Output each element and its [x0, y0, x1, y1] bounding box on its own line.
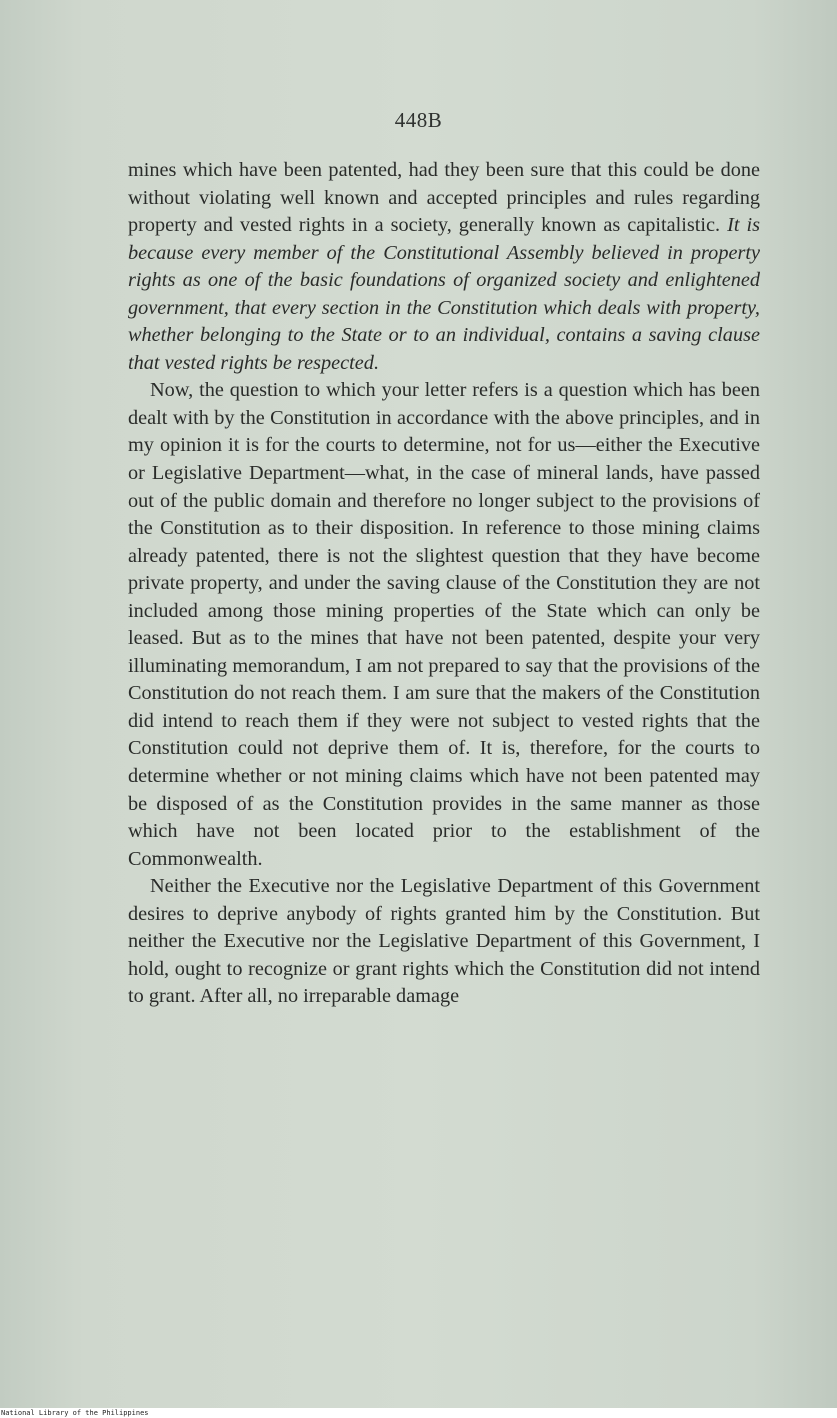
body-text	[128, 157, 760, 1011]
paragraph-3: Neither the Executive nor the Legislative Department of this Government desires to deprive anybody of rights granted him by the Constitution. But neither the Executive nor the Legislative Department of this Government, I hold, ought to recognize or grant rights which the Constitution did not intend to grant. After all, no irreparable damage	[128, 875, 760, 1008]
footer-bar	[0, 1408, 837, 1418]
paragraph-1-italic: It is because every member of the Constitutional Assembly believed in property rights as one of the basic foundations of organized society and enlightened government, that every section in the Constitution which deals with property, whether belonging to the State or to an individual, contains a saving clause that vested rights be respected.	[128, 214, 760, 374]
paragraph-2: Now, the question to which your letter refers is a question which has been dealt with by the Constitution in accordance with the above principles, and in my opinion it is for the courts to determine, not for us—either the Executive or Legislative Department—what, in the case of mineral lands, have passed out of the public domain and therefore no longer subject to the provisions of the Constitution as to their disposition. In reference to those mining claims already patented, there is not the slightest question that they have become private property, and under the saving clause of the Constitution they are not included among those mining properties of the State which can only be leased. But as to the mines that have not been patented, despite your very illuminating memorandum, I am not prepared to say that the provisions of the Constitution do not reach them. I am sure that the makers of the Constitution did intend to reach them if they were not subject to vested rights that the Constitution could not deprive them of. It is, therefore, for the courts to determine whether or not mining claims which have not been patented may be disposed of as the Constitution provides in the same manner as those which have not been located prior to the establishment of the Commonwealth.	[128, 379, 760, 870]
page-number: 448B	[394, 108, 443, 132]
paragraph-1	[128, 157, 760, 377]
paragraph-1-plain: mines which have been patented, had they been sure that this could be done without violating well known and accepted principles and rules regarding property and vested rights in a society, generally known as capitalistic.	[128, 159, 760, 237]
footer-credit: National Library of the Philippines	[1, 1409, 149, 1417]
